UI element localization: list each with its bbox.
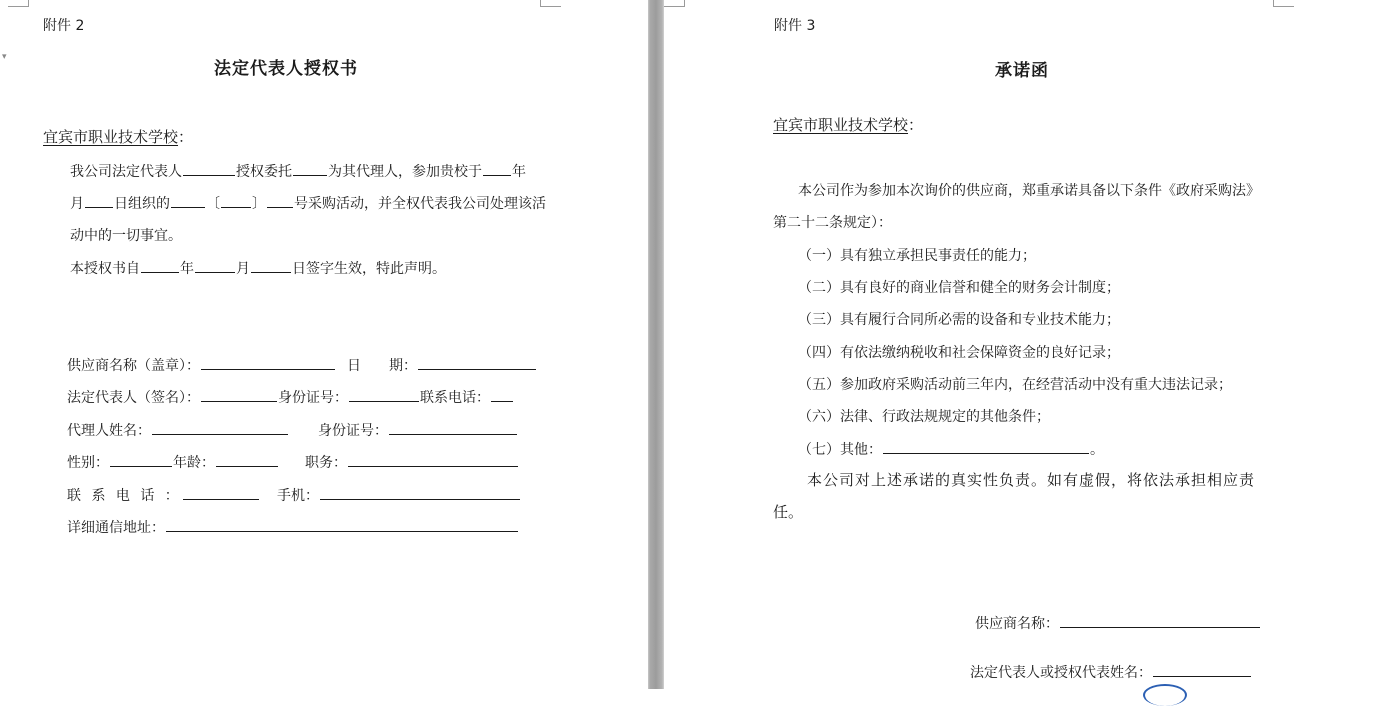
label-tel: 联 系 电 话 ： [67,488,182,504]
text: 为其代理人，参加贵校于 [328,164,482,180]
text: 授权委托 [236,164,292,180]
condition-item-4: （四）有依法缴纳税收和社会保障资金的良好记录； [798,345,1120,361]
field-other[interactable] [883,441,1089,454]
item7-label: （七）其他： [798,442,882,458]
field-phone[interactable] [491,389,513,402]
school-name: 宜宾市职业技术学校 [773,116,909,134]
condition-item-5: （五）参加政府采购活动前三年内，在经营活动中没有重大违法记录； [798,377,1232,393]
page-gutter [648,0,664,689]
field-gender[interactable] [110,454,172,467]
form-row-position [305,452,519,472]
field-date[interactable] [418,357,536,370]
label-agent-name: 代理人姓名： [67,423,151,439]
field-sign-rep[interactable] [1153,664,1251,677]
label-sign-supplier: 供应商名称： [975,616,1059,632]
text: 年 [512,164,526,180]
blank-agent [293,163,327,176]
field-mobile[interactable] [320,487,520,500]
colon: ： [178,128,194,146]
text: 日组织的 [114,196,170,212]
label-supplier: 供应商名称（盖章）： [67,358,200,374]
condition-item-2: （二）具有良好的商业信誉和健全的财务会计制度； [798,280,1120,296]
paragraph-line-3: 动中的一切事宜。 [70,228,182,244]
field-legal-rep[interactable] [201,389,277,402]
crop-mark [1273,0,1294,7]
blank-start-month [195,260,235,273]
crop-mark [540,0,561,7]
field-age[interactable] [216,454,278,467]
blank-start-year [141,260,179,273]
label-address: 详细通信地址： [67,520,165,536]
seal-stamp-edge [1143,684,1187,706]
field-agent-name[interactable] [152,422,288,435]
crop-mark [8,0,29,7]
label-mobile: 手机： [277,488,319,504]
label-agent-id: 身份证号： [318,423,388,439]
blank-month [85,195,113,208]
addressee [43,126,193,147]
attachment-label: 附件 2 [43,18,85,34]
intro-line-1: 本公司作为参加本次询价的供应商，郑重承诺具备以下条件《政府采购法》 [798,183,1260,199]
label-phone: 联系电话： [420,390,490,406]
label-age: 年龄： [173,455,215,471]
colon: ： [908,116,924,134]
field-supplier[interactable] [201,357,335,370]
text: 日签字生效，特此声明。 [292,261,446,277]
condition-item-7 [798,439,1104,459]
text: 年 [180,261,194,277]
blank-year-bracket [221,195,251,208]
field-agent-id[interactable] [389,422,517,435]
form-row-agent-id [318,420,518,440]
blank-legal-rep [183,163,235,176]
blank-start-day [251,260,291,273]
field-tel[interactable] [183,487,259,500]
text: 本授权书自 [70,261,140,277]
blank-year [483,163,511,176]
label-id-no: 身份证号： [278,390,348,406]
text: 我公司法定代表人 [70,164,182,180]
label-date: 日 期： [347,358,417,374]
text: 月 [70,196,84,212]
form-row-tel [67,485,260,505]
label-position: 职务： [305,455,347,471]
paragraph-line-4 [70,258,446,278]
ruler-marker: ▾ [2,52,7,62]
condition-item-3: （三）具有履行合同所必需的设备和专业技术能力； [798,312,1120,328]
paragraph-line-1 [70,161,526,181]
field-position[interactable] [348,454,518,467]
intro-line-2: 第二十二条规定）： [773,215,892,231]
text: 号采购活动，并全权代表我公司处理该活 [294,196,546,212]
page-title: 承诺函 [995,61,1049,81]
sign-row-supplier [975,613,1261,633]
form-row-agent [67,420,289,440]
form-row-legal-rep [67,387,514,407]
blank-org [171,195,205,208]
paragraph-line-2 [70,193,546,213]
text: 。 [1090,442,1104,458]
school-name: 宜宾市职业技术学校 [43,128,179,146]
page-attachment-2 [0,0,648,689]
form-row-supplier [67,355,336,375]
text: 〕 [252,196,266,212]
pledge-line-2: 任。 [773,503,804,521]
field-id-no[interactable] [349,389,419,402]
addressee [773,114,923,135]
label-sign-rep: 法定代表人或授权代表姓名： [970,665,1152,681]
blank-number [267,195,293,208]
form-row-date [347,355,537,375]
sign-row-rep [970,662,1252,682]
field-sign-supplier[interactable] [1060,615,1260,628]
pledge-line-1: 本公司对上述承诺的真实性负责。如有虚假，将依法承担相应责 [807,471,1256,489]
condition-item-6: （六）法律、行政法规规定的其他条件； [798,409,1050,425]
text: 月 [236,261,250,277]
text: 〔 [206,196,220,212]
page-attachment-3 [664,0,1377,689]
label-gender: 性别： [67,455,109,471]
attachment-label: 附件 3 [774,18,816,34]
form-row-address [67,517,519,537]
field-address[interactable] [166,519,518,532]
crop-mark [664,0,685,7]
form-row-gender-age [67,452,279,472]
condition-item-1: （一）具有独立承担民事责任的能力； [798,248,1036,264]
page-title: 法定代表人授权书 [214,59,358,79]
form-row-mobile [277,485,521,505]
label-legal-rep: 法定代表人（签名）： [67,390,200,406]
